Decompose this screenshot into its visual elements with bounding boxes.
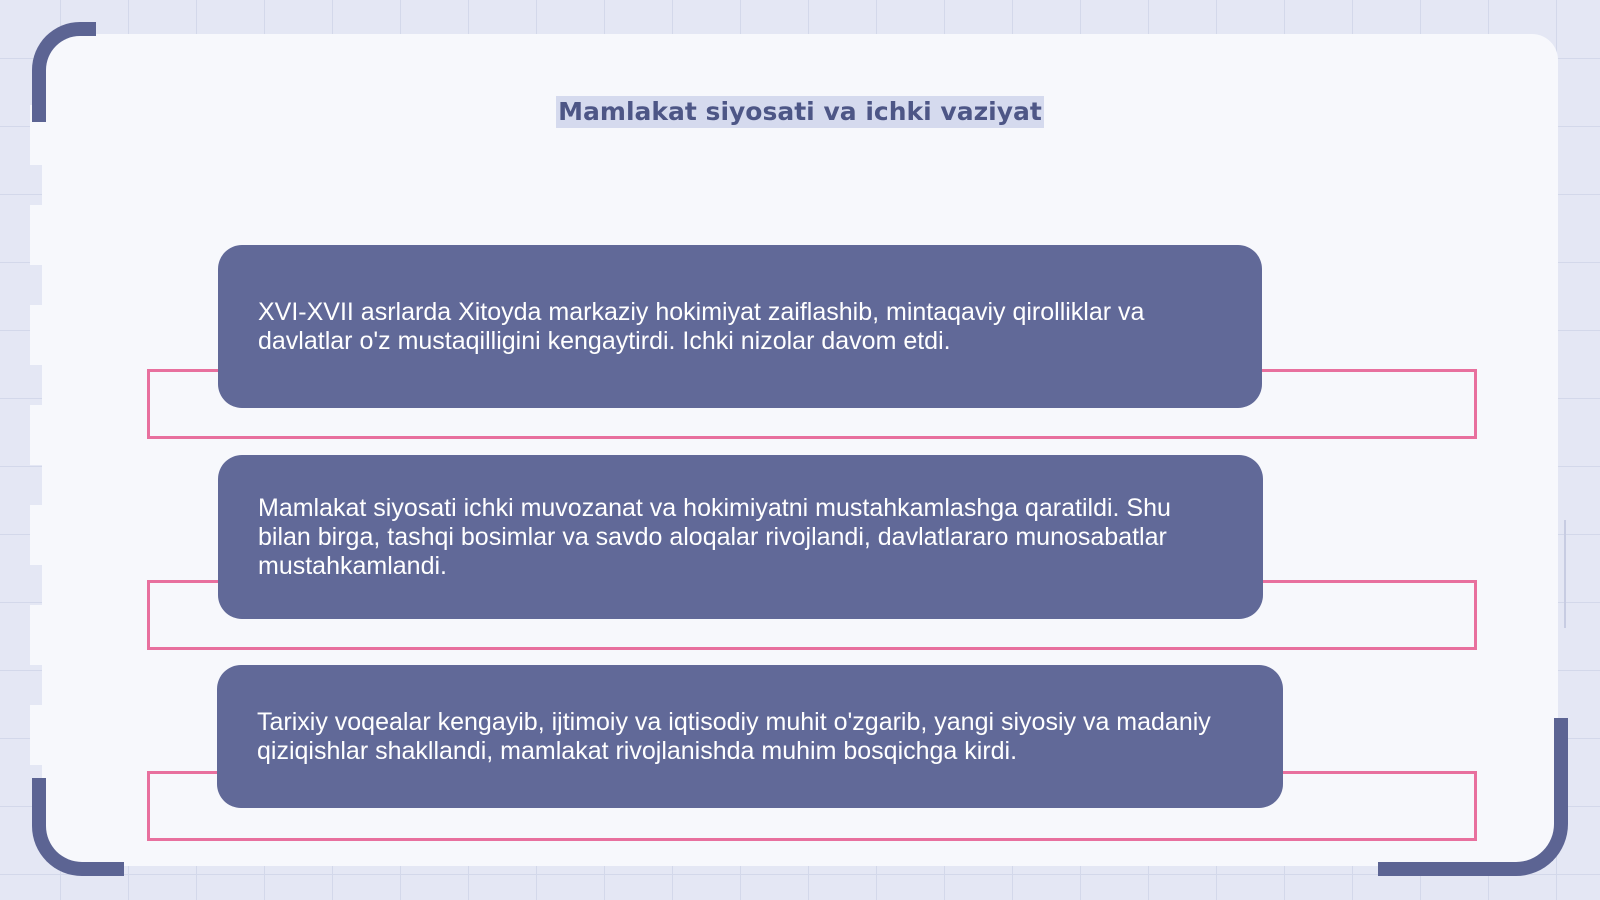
title-container xyxy=(0,96,1600,128)
content-card xyxy=(218,455,1263,619)
content-card xyxy=(217,665,1283,808)
content-card xyxy=(218,245,1262,408)
corner-bracket-bottom-left xyxy=(32,778,124,876)
card-text: XVI-XVII asrlarda Xitoyda markaziy hokimiyat zaiflashib, mintaqaviy qirolliklar va davlatlar o'z mustaqilligini kengaytirdi. Ichki nizolar davom etdi. xyxy=(258,297,1145,355)
decorative-line xyxy=(1564,520,1566,628)
slide-title: Mamlakat siyosati va ichki vaziyat xyxy=(558,97,1042,126)
card-text: Mamlakat siyosati ichki muvozanat va hokimiyatni mustahkamlashga qaratildi. Shu bilan birga, tashqi bosimlar va savdo aloqalar rivojlandi, davlatlararo munosabatlar mustahkamlandi. xyxy=(258,493,1171,580)
card-text: Tarixiy voqealar kengayib, ijtimoiy va iqtisodiy muhit o'zgarib, yangi siyosiy va madaniy qiziqishlar shakllandi, mamlakat rivojlanishda muhim bosqichga kirdi. xyxy=(257,707,1211,765)
